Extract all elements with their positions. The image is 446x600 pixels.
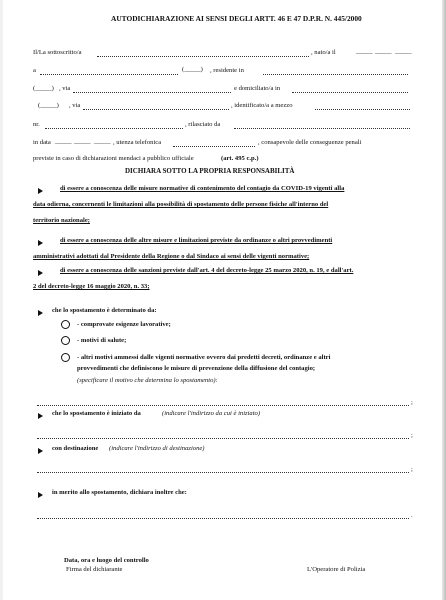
start-hint: (indicare l'indirizzo da cui è iniziato)	[162, 410, 261, 417]
label-utenza: , utenza telefonica	[113, 139, 162, 146]
option-other-radio[interactable]	[61, 353, 70, 362]
period-end: .	[411, 512, 413, 519]
field-document-type[interactable]	[315, 109, 410, 110]
option-other-note: (specificare il motivo che determina lo spostamento):	[77, 377, 218, 384]
label-domiciliato: e domiciliato/a in	[234, 85, 281, 92]
label-via: , via	[59, 85, 71, 92]
field-residence-street[interactable]	[73, 92, 231, 93]
declaration-3-line-2: 2 del decreto-legge 16 maggio 2020, n. 33;	[33, 283, 150, 290]
start-label: che lo spostamento è iniziato da	[52, 410, 141, 417]
birth-day-field[interactable]: _____	[356, 48, 373, 55]
semicolon-2: ;	[411, 432, 413, 439]
label-rilasciato: , rilasciato da	[185, 121, 221, 128]
field-domicile-street[interactable]	[83, 109, 229, 110]
arrow-bullet-icon	[38, 188, 43, 194]
field-phone[interactable]	[173, 146, 255, 147]
declaration-1-line-3: territorio nazionale;	[33, 217, 90, 224]
footer-place-label: Data, ora e luogo del controllo	[64, 557, 149, 564]
arrow-bullet-icon	[38, 413, 43, 419]
field-document-number[interactable]	[45, 128, 183, 129]
label-a: a	[33, 67, 36, 74]
footer-signature-label: Firma del dichiarante	[66, 566, 123, 573]
page-right-edge	[442, 0, 446, 600]
label-consapevole: , consapevole delle conseguenze penali	[258, 139, 362, 146]
birth-month-field[interactable]: _____	[375, 48, 392, 55]
document-title: AUTODICHIARAZIONE AI SENSI DEGLI ARTT. 46 E 47 D.P.R. N. 445/2000	[111, 14, 362, 23]
option-other-line-2: provvedimenti che definiscono le misure di prevenzione della diffusione del contagio;	[77, 365, 316, 372]
label-sottoscritto: Il/La sottoscritto/a	[33, 49, 82, 56]
birth-year-field[interactable]: _____	[395, 48, 412, 55]
label-identificato: , identificato/a a mezzo	[231, 102, 293, 109]
label-nr: nr.	[33, 121, 40, 128]
label-via-2: , via	[69, 102, 81, 109]
destination-label: con destinazione	[52, 445, 99, 452]
page-left-edge	[0, 0, 3, 600]
field-domicile-province[interactable]: (_____)	[38, 102, 59, 109]
further-label: in merito allo spostamento, dichiara inoltre che:	[52, 489, 187, 496]
footer-officer-label: L'Operatore di Polizia	[307, 566, 366, 573]
option-other-label: - altri motivi ammessi dalle vigenti normative ovvero dai predetti decreti, ordinanze e altri	[77, 354, 331, 361]
destination-hint: (indicare l'indirizzo di destinazione)	[109, 445, 205, 452]
field-other-reason[interactable]	[37, 405, 409, 406]
declaration-1-line-1: di essere a conoscenza delle misure normative di contenimento del contagio da COVID-19 vigenti alla	[60, 185, 345, 192]
motivation-intro: che lo spostamento è determinato da:	[52, 307, 157, 314]
label-art: (art. 495 c.p.)	[221, 155, 259, 162]
arrow-bullet-icon	[38, 310, 43, 316]
issue-year-field[interactable]: _____	[94, 138, 111, 145]
field-residence[interactable]	[263, 74, 408, 75]
field-destination-address[interactable]	[37, 472, 409, 473]
semicolon-1: ;	[411, 399, 413, 406]
field-issued-by[interactable]	[234, 128, 410, 129]
declaration-2-line-2: amministrativi adottati dal Presidente della Regione o dal Sindaco ai sensi delle vigenti normative;	[33, 253, 310, 260]
label-previste: previste in caso di dichiarazioni mendaci a pubblico ufficiale	[33, 155, 194, 162]
arrow-bullet-icon	[38, 270, 43, 276]
label-nato: , nato/a il	[311, 49, 336, 56]
field-start-address[interactable]	[37, 438, 409, 439]
field-further-details[interactable]	[37, 518, 409, 519]
option-health-label: - motivi di salute;	[77, 337, 127, 344]
issue-day-field[interactable]: _____	[55, 138, 72, 145]
label-residente: , residente in	[210, 67, 244, 74]
arrow-bullet-icon	[38, 240, 43, 246]
semicolon-3: ;	[411, 466, 413, 473]
declaration-3-line-1: di essere a conoscenza delle sanzioni previste dall'art. 4 del decreto-legge 25 marzo 2020, n. 19, e dall'art.	[60, 267, 354, 274]
option-health-radio[interactable]	[61, 336, 70, 345]
arrow-bullet-icon	[38, 492, 43, 498]
option-work-radio[interactable]	[61, 320, 70, 329]
declaration-title: DICHIARA SOTTO LA PROPRIA RESPONSABILITÀ	[125, 167, 295, 175]
field-birthplace[interactable]	[40, 74, 178, 75]
declaration-2-line-1: di essere a conoscenza delle altre misure e limitazioni previste da ordinanze o altri provvedimenti	[60, 237, 333, 244]
arrow-bullet-icon	[38, 448, 43, 454]
field-domicile[interactable]	[292, 92, 408, 93]
field-name[interactable]	[97, 56, 309, 57]
option-work-label: - comprovate esigenze lavorative;	[77, 321, 171, 328]
field-birth-province[interactable]: (_____)	[182, 66, 203, 73]
label-in-data: in data	[33, 139, 51, 146]
declaration-1-line-2: data odierna, concernenti le limitazioni alla possibilità di spostamento delle persone fisiche all'interno del	[33, 201, 329, 208]
field-residence-province[interactable]: (_____)	[33, 85, 54, 92]
issue-month-field[interactable]: _____	[74, 138, 91, 145]
